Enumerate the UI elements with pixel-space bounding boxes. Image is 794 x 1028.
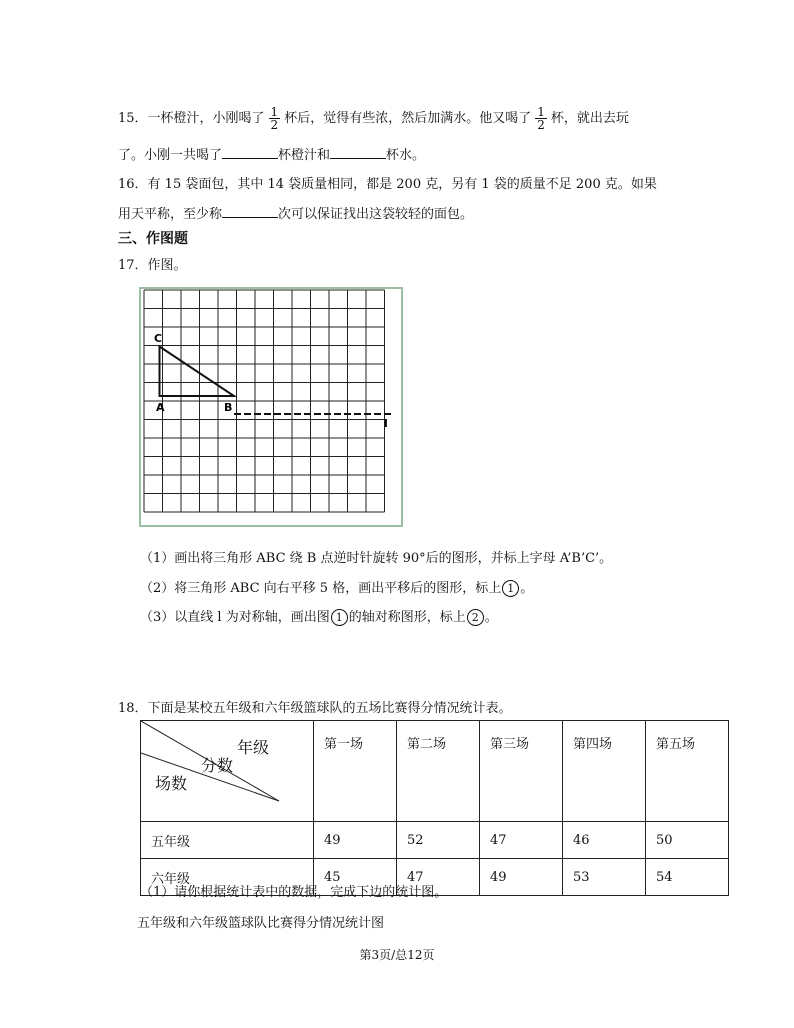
grid-figure bbox=[139, 287, 403, 527]
question-16-line1 bbox=[118, 173, 657, 192]
diagonal-header-cell bbox=[141, 721, 314, 822]
row-label: 五年级 bbox=[141, 822, 314, 859]
grid-outer-border bbox=[140, 288, 402, 526]
q17-sub2-text: （2）将三角形 ABC 向右平移 5 格，画出平移后的图形，标上 bbox=[140, 581, 502, 596]
fraction-denominator: 2 bbox=[537, 118, 545, 132]
circled-two-icon: 2 bbox=[467, 609, 484, 626]
q15-text-d: 了。小刚一共喝了 bbox=[118, 148, 223, 163]
label-b: B bbox=[224, 401, 233, 414]
answer-blank-weighings[interactable] bbox=[222, 205, 278, 218]
q15-text-c: 杯，就出去玩 bbox=[550, 111, 629, 126]
q17-sub3-text-b: 的轴对称图形，标上 bbox=[348, 610, 466, 625]
question-16-line2 bbox=[118, 203, 473, 222]
q17-sub3 bbox=[140, 606, 498, 626]
q15-text-f: 杯水。 bbox=[386, 148, 426, 163]
label-l: l bbox=[384, 417, 388, 430]
column-header: 第五场 bbox=[646, 721, 729, 822]
q15-text-e: 杯橙汁和 bbox=[278, 148, 331, 163]
fraction-half-2 bbox=[535, 106, 547, 131]
corner-label-grade: 年级 bbox=[237, 738, 270, 757]
column-header: 第二场 bbox=[397, 721, 480, 822]
question-17-title: 17．作图。 bbox=[118, 258, 187, 273]
q17-sub2-end: 。 bbox=[520, 581, 534, 596]
table-cell: 49 bbox=[480, 859, 563, 896]
row-label: 六年级 bbox=[141, 859, 314, 896]
question-15-line2 bbox=[118, 144, 425, 163]
circled-one-icon: 1 bbox=[331, 609, 348, 626]
question-18-title: 18．下面是某校五年级和六年级篮球队的五场比赛得分情况统计表。 bbox=[118, 701, 512, 716]
column-header: 第四场 bbox=[563, 721, 646, 822]
fraction-numerator: 1 bbox=[270, 105, 279, 119]
score-table bbox=[140, 720, 729, 896]
table-cell: 47 bbox=[480, 822, 563, 859]
q18-sub1: （1）请你根据统计表中的数据，完成下边的统计图。 bbox=[140, 885, 448, 900]
table-cell: 53 bbox=[563, 859, 646, 896]
answer-blank-water[interactable] bbox=[330, 146, 386, 159]
table-cell: 49 bbox=[314, 822, 397, 859]
fraction-denominator: 2 bbox=[270, 118, 279, 132]
fraction-numerator: 1 bbox=[537, 105, 545, 119]
answer-blank-juice[interactable] bbox=[222, 146, 278, 159]
q17-sub3-text-a: （3）以直线 l 为对称轴，画出图 bbox=[140, 610, 330, 625]
triangle-abc bbox=[160, 347, 235, 397]
grid-lines bbox=[144, 290, 385, 512]
table-cell: 46 bbox=[563, 822, 646, 859]
corner-label-score: 分数 bbox=[201, 756, 234, 775]
q17-sub2 bbox=[140, 577, 533, 597]
q16-text-a: 16．有 15 袋面包，其中 14 袋质量相同，都是 200 克，另有 1 袋的质量不足 200 克。如果 bbox=[118, 177, 657, 192]
q16-text-c: 次可以保证找出这袋较轻的面包。 bbox=[278, 207, 474, 222]
q15-text-a: 15．一杯橙汁，小刚喝了 bbox=[118, 111, 265, 126]
q16-text-b: 用天平称，至少称 bbox=[118, 207, 223, 222]
section-heading: 三、作图题 bbox=[118, 231, 188, 247]
table-cell: 45 bbox=[314, 859, 397, 896]
question-15-line1 bbox=[118, 106, 629, 131]
table-cell: 52 bbox=[397, 822, 480, 859]
page-footer: 第3页/总12页 bbox=[359, 948, 435, 962]
circled-one-icon: 1 bbox=[502, 580, 519, 597]
q15-text-b: 杯后，觉得有些浓，然后加满水。他又喝了 bbox=[284, 111, 532, 126]
table-row bbox=[141, 822, 729, 859]
chart-caption: 五年级和六年级篮球队比赛得分情况统计图 bbox=[137, 916, 385, 931]
table-cell: 47 bbox=[397, 859, 480, 896]
table-header-row bbox=[141, 721, 729, 822]
fraction-half bbox=[269, 106, 281, 131]
label-c: C bbox=[154, 332, 163, 345]
q17-sub1: （1）画出将三角形 ABC 绕 B 点逆时针旋转 90°后的图形，并标上字母 A’B’C’。 bbox=[140, 551, 613, 566]
column-header: 第三场 bbox=[480, 721, 563, 822]
corner-label-games: 场数 bbox=[155, 774, 188, 793]
label-a: A bbox=[156, 401, 165, 414]
table-cell: 50 bbox=[646, 822, 729, 859]
table-cell: 54 bbox=[646, 859, 729, 896]
q17-sub3-end: 。 bbox=[484, 610, 498, 625]
column-header: 第一场 bbox=[314, 721, 397, 822]
